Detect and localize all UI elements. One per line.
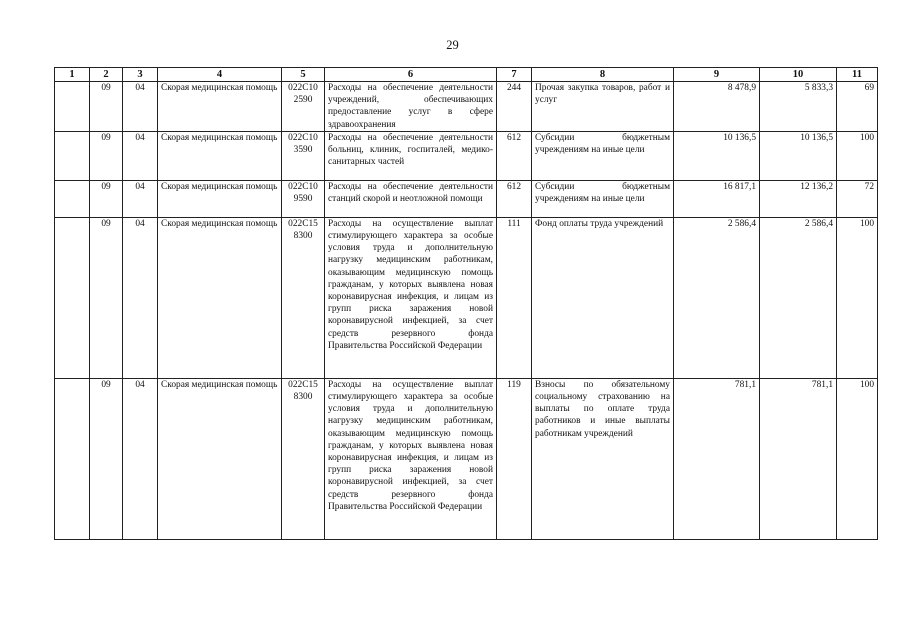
target-article-cell: 022С10 9590	[282, 180, 325, 217]
target-article-cell: 022С10 3590	[282, 131, 325, 180]
plan-amount-cell: 16 817,1	[674, 180, 760, 217]
expense-type-code-cell: 612	[497, 180, 532, 217]
plan-amount-cell: 8 478,9	[674, 82, 760, 132]
plan-amount-cell: 2 586,4	[674, 217, 760, 378]
column-header: 4	[158, 68, 282, 82]
actual-amount-cell: 10 136,5	[760, 131, 837, 180]
section-code-cell: 09	[90, 180, 123, 217]
table-row	[55, 217, 878, 378]
target-article-cell: 022С15 8300	[282, 378, 325, 539]
subsection-code-cell: 04	[123, 180, 158, 217]
subsection-name-cell: Скорая медицинская помощь	[158, 82, 282, 132]
target-article-name-cell: Расходы на осуществление выплат стимулирующего характера за особые условия труда и дополнительную нагрузку медицинским работникам, оказывающим медицинскую помощь гражданам, у которых выявлена новая коронавирусная инфекция, и лицам из групп риска заражения новой коронавирусной инфекцией, за счет средств резервного фонда Правительства Российской Федерации	[325, 378, 497, 539]
table-header-row	[55, 68, 878, 82]
expense-type-code-cell: 612	[497, 131, 532, 180]
page-number: 29	[446, 38, 459, 52]
subsection-code-cell: 04	[123, 82, 158, 132]
expense-type-name-cell: Субсидии бюджетным учреждениям на иные цели	[532, 180, 674, 217]
target-article-name-cell: Расходы на осуществление выплат стимулирующего характера за особые условия труда и дополнительную нагрузку медицинским работникам, оказывающим медицинскую помощь гражданам, у которых выявлена новая коронавирусная инфекция, и лицам из групп риска заражения новой коронавирусной инфекцией, за счет средств резервного фонда Правительства Российской Федерации	[325, 217, 497, 378]
column-header: 3	[123, 68, 158, 82]
column-header: 1	[55, 68, 90, 82]
percent-cell: 69	[837, 82, 878, 132]
expense-type-code-cell: 111	[497, 217, 532, 378]
row-number-cell	[55, 180, 90, 217]
expense-type-code-cell: 244	[497, 82, 532, 132]
budget-table	[54, 67, 878, 540]
row-number-cell	[55, 131, 90, 180]
plan-amount-cell: 781,1	[674, 378, 760, 539]
subsection-name-cell: Скорая медицинская помощь	[158, 217, 282, 378]
section-code-cell: 09	[90, 82, 123, 132]
section-code-cell: 09	[90, 131, 123, 180]
actual-amount-cell: 2 586,4	[760, 217, 837, 378]
subsection-name-cell: Скорая медицинская помощь	[158, 131, 282, 180]
table-row	[55, 180, 878, 217]
percent-cell: 100	[837, 217, 878, 378]
row-number-cell	[55, 217, 90, 378]
expense-type-name-cell: Фонд оплаты труда учреждений	[532, 217, 674, 378]
expense-type-name-cell: Взносы по обязательному социальному страхованию на выплаты по оплате труда работников и иные выплаты работникам учреждений	[532, 378, 674, 539]
actual-amount-cell: 12 136,2	[760, 180, 837, 217]
column-header: 5	[282, 68, 325, 82]
subsection-name-cell: Скорая медицинская помощь	[158, 378, 282, 539]
subsection-name-cell: Скорая медицинская помощь	[158, 180, 282, 217]
expense-type-name-cell: Прочая закупка товаров, работ и услуг	[532, 82, 674, 132]
actual-amount-cell: 781,1	[760, 378, 837, 539]
column-header: 10	[760, 68, 837, 82]
column-header: 7	[497, 68, 532, 82]
column-header: 2	[90, 68, 123, 82]
row-number-cell	[55, 82, 90, 132]
actual-amount-cell: 5 833,3	[760, 82, 837, 132]
row-number-cell	[55, 378, 90, 539]
expense-type-name-cell: Субсидии бюджетным учреждениям на иные цели	[532, 131, 674, 180]
target-article-name-cell: Расходы на обеспечение деятельности учреждений, обеспечивающих предоставление услуг в сфере здравоохранения	[325, 82, 497, 132]
section-code-cell: 09	[90, 378, 123, 539]
target-article-cell: 022С10 2590	[282, 82, 325, 132]
column-header: 9	[674, 68, 760, 82]
column-header: 8	[532, 68, 674, 82]
subsection-code-cell: 04	[123, 217, 158, 378]
target-article-cell: 022С15 8300	[282, 217, 325, 378]
plan-amount-cell: 10 136,5	[674, 131, 760, 180]
target-article-name-cell: Расходы на обеспечение деятельности станций скорой и неотложной помощи	[325, 180, 497, 217]
percent-cell: 100	[837, 378, 878, 539]
expense-type-code-cell: 119	[497, 378, 532, 539]
table-row	[55, 82, 878, 132]
table-row	[55, 378, 878, 539]
subsection-code-cell: 04	[123, 378, 158, 539]
percent-cell: 72	[837, 180, 878, 217]
section-code-cell: 09	[90, 217, 123, 378]
column-header: 11	[837, 68, 878, 82]
target-article-name-cell: Расходы на обеспечение деятельности больниц, клиник, госпиталей, медико-санитарных частей	[325, 131, 497, 180]
column-header: 6	[325, 68, 497, 82]
subsection-code-cell: 04	[123, 131, 158, 180]
table-row	[55, 131, 878, 180]
percent-cell: 100	[837, 131, 878, 180]
